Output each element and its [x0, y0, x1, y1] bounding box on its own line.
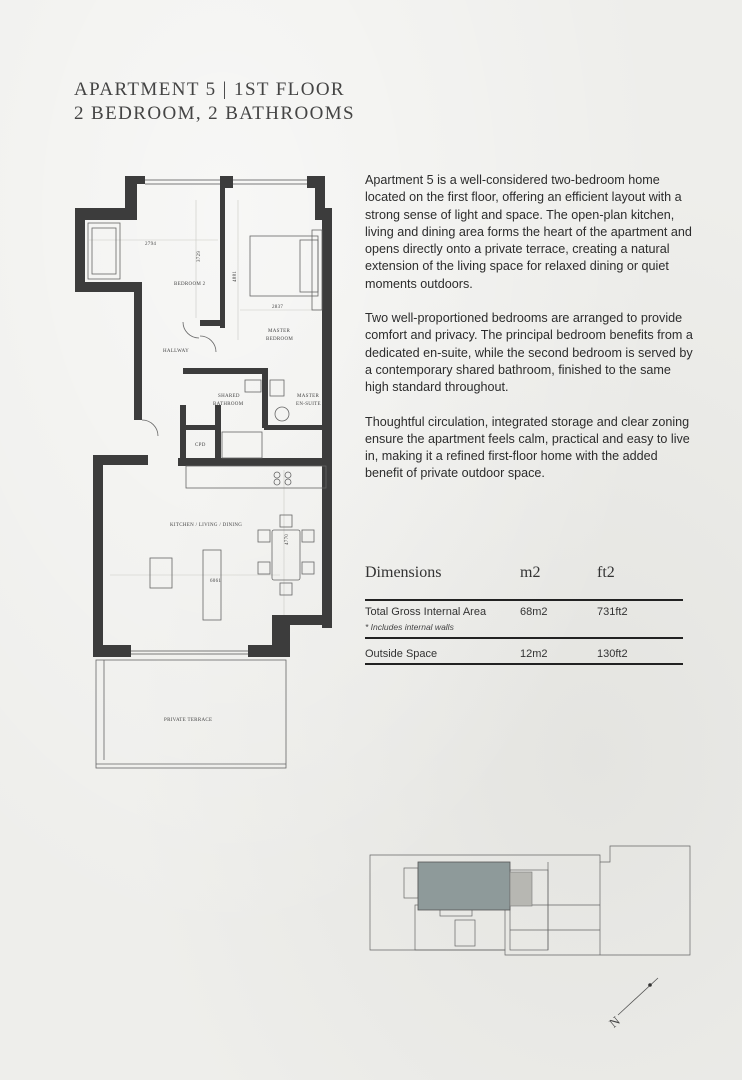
- row-ft2: 731ft2: [597, 606, 628, 618]
- measure-4: 2837: [272, 305, 284, 310]
- row-m2: 68m2: [520, 606, 548, 618]
- apartment-highlight: [418, 862, 510, 910]
- column-ft2: ft2: [597, 564, 615, 581]
- description-paragraph-2: Two well-proportioned bedrooms are arranged to provide comfort and privacy. The principal bedroom benefits from a dedicated en-suite, while the second bedroom is served by a contemporary shared bathroom, finished to the same high standard throughout.: [365, 311, 693, 395]
- label-shared-bath-2: BATHROOM: [213, 402, 244, 407]
- measure-1: 2794: [145, 242, 157, 247]
- label-terrace: PRIVATE TERRACE: [164, 718, 213, 723]
- label-cpd: CPD: [195, 443, 206, 448]
- row-label: Total Gross Internal Area: [365, 606, 487, 618]
- label-master-ensuite-1: MASTER: [297, 394, 320, 399]
- label-kitchen: KITCHEN / LIVING / DINING: [170, 523, 243, 528]
- label-shared-bath-1: SHARED: [218, 394, 240, 399]
- measure-6: 6061: [210, 579, 222, 584]
- label-master-ensuite-2: EN-SUITE: [296, 402, 321, 407]
- label-master-bedroom-1: MASTER: [268, 329, 291, 334]
- title-line-2: 2 BEDROOM, 2 BATHROOMS: [74, 103, 356, 124]
- label-bedroom2: BEDROOM 2: [174, 282, 206, 287]
- measure-3: 4881: [233, 270, 238, 282]
- title-line-1: APARTMENT 5 | 1ST FLOOR: [74, 79, 346, 100]
- description-paragraph-1: Apartment 5 is a well-considered two-bedroom home located on the first floor, offering an efficient layout with a strong sense of light and space. The open-plan kitchen, living and dining area forms the heart of the apartment and opens directly onto a private terrace, creating a natural extension of the living space for relaxed dining or quiet moments outdoors.: [365, 173, 692, 291]
- row-label: Outside Space: [365, 648, 438, 660]
- description-paragraph-3: Thoughtful circulation, integrated storage and clear zoning ensure the apartment feels calm, practical and easy to live in, making it a refined first-floor home with the added benefit of private outdoor space.: [365, 414, 690, 481]
- measure-2: 3729: [197, 250, 202, 262]
- measure-5: 4770: [285, 533, 290, 545]
- dimensions-heading: Dimensions: [365, 564, 442, 581]
- compass-north-label: N: [606, 1013, 623, 1031]
- row-ft2: 130ft2: [597, 648, 628, 660]
- row-note: * Includes internal walls: [365, 622, 454, 632]
- label-hallway: HALLWAY: [163, 349, 189, 354]
- label-master-bedroom-2: BEDROOM: [266, 337, 294, 342]
- column-m2: m2: [520, 564, 541, 581]
- row-m2: 12m2: [520, 648, 548, 660]
